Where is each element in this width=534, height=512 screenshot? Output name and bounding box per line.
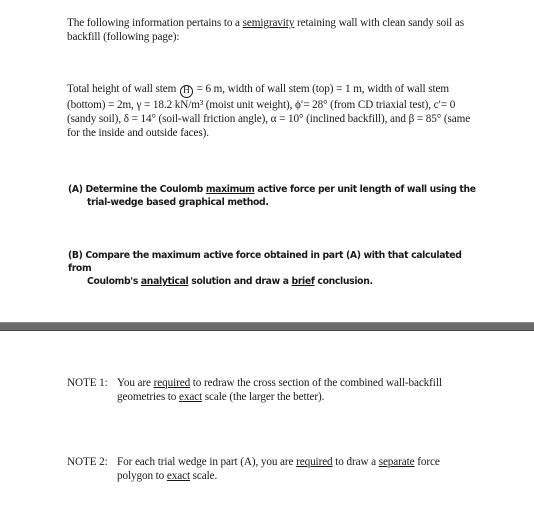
task-b-brief: brief: [291, 276, 315, 287]
note-1-required: required: [153, 377, 191, 389]
task-b: [68, 249, 478, 288]
page-divider: [0, 322, 534, 331]
note-2-text: For each trial wedge in part (A), you are: [117, 456, 297, 468]
note-1-text-end: to redraw the cross section of the combined wall-backfill: [190, 377, 442, 389]
intro-text: The following information pertains to a: [67, 17, 243, 29]
task-b-text-mid: solution and draw a: [188, 276, 292, 287]
note-1-text: You are: [117, 377, 154, 389]
note-2-label: NOTE 2:: [67, 456, 108, 468]
note-2-required: required: [296, 456, 333, 468]
task-a-text: Determine the Coulomb: [82, 184, 206, 195]
note-2-exact: exact: [166, 470, 190, 482]
given-text-rest: = 6 m, width of wall stem (top) = 1 m, width of wall stem (bottom) = 2m, γ = 18.2 kN/m³ (moist unit weight), ϕ′= 28° (from CD triaxial test), c′= 0 (sandy soil), δ = 14° (soil-wall friction angle), α = 10° (inclined backfill), and β = 85° (same for the inside and outside faces).: [67, 83, 471, 139]
note-1-line2-end: scale (the larger the better).: [202, 391, 325, 403]
task-a-label: (A): [68, 184, 83, 195]
document-page-2: [0, 331, 534, 512]
task-b-label: (B): [68, 250, 83, 261]
note-2-line2: [67, 469, 487, 483]
note-1-line2-text: geometries to: [117, 391, 179, 403]
task-b-line1: Compare the maximum active force obtained in part (A) with that calculated from: [68, 250, 462, 274]
task-a-text-end: active force per unit length of wall using the: [254, 184, 476, 195]
task-b-text: Coulomb's: [87, 276, 141, 287]
semigravity-term: semigravity: [242, 17, 295, 29]
given-data-paragraph: [67, 82, 477, 140]
note-2-text-mid: to draw a: [332, 456, 379, 468]
h-circled-symbol: H: [180, 85, 193, 98]
task-a: [68, 183, 478, 209]
note-2-separate: separate: [378, 456, 415, 468]
intro-paragraph: [67, 16, 477, 44]
task-b-text-end: conclusion.: [314, 276, 373, 287]
task-a-line2: trial-wedge based graphical method.: [87, 197, 269, 208]
note-1: [67, 376, 487, 404]
note-1-line2: [67, 390, 487, 404]
intro-text-end: retaining wall with clean sandy soil as backfill (following page):: [67, 17, 464, 43]
task-b-line2: [68, 275, 478, 288]
note-2-line2-end: scale.: [189, 470, 218, 482]
note-2-line2-text: polygon to: [117, 470, 167, 482]
task-b-analytical: analytical: [140, 276, 189, 287]
note-2-text-end: force: [414, 456, 440, 468]
note-1-exact: exact: [178, 391, 203, 403]
note-1-label: NOTE 1:: [67, 377, 108, 389]
given-text-start: Total height of wall stem: [67, 83, 179, 95]
note-2: [67, 455, 487, 483]
task-a-maximum: maximum: [205, 184, 255, 195]
